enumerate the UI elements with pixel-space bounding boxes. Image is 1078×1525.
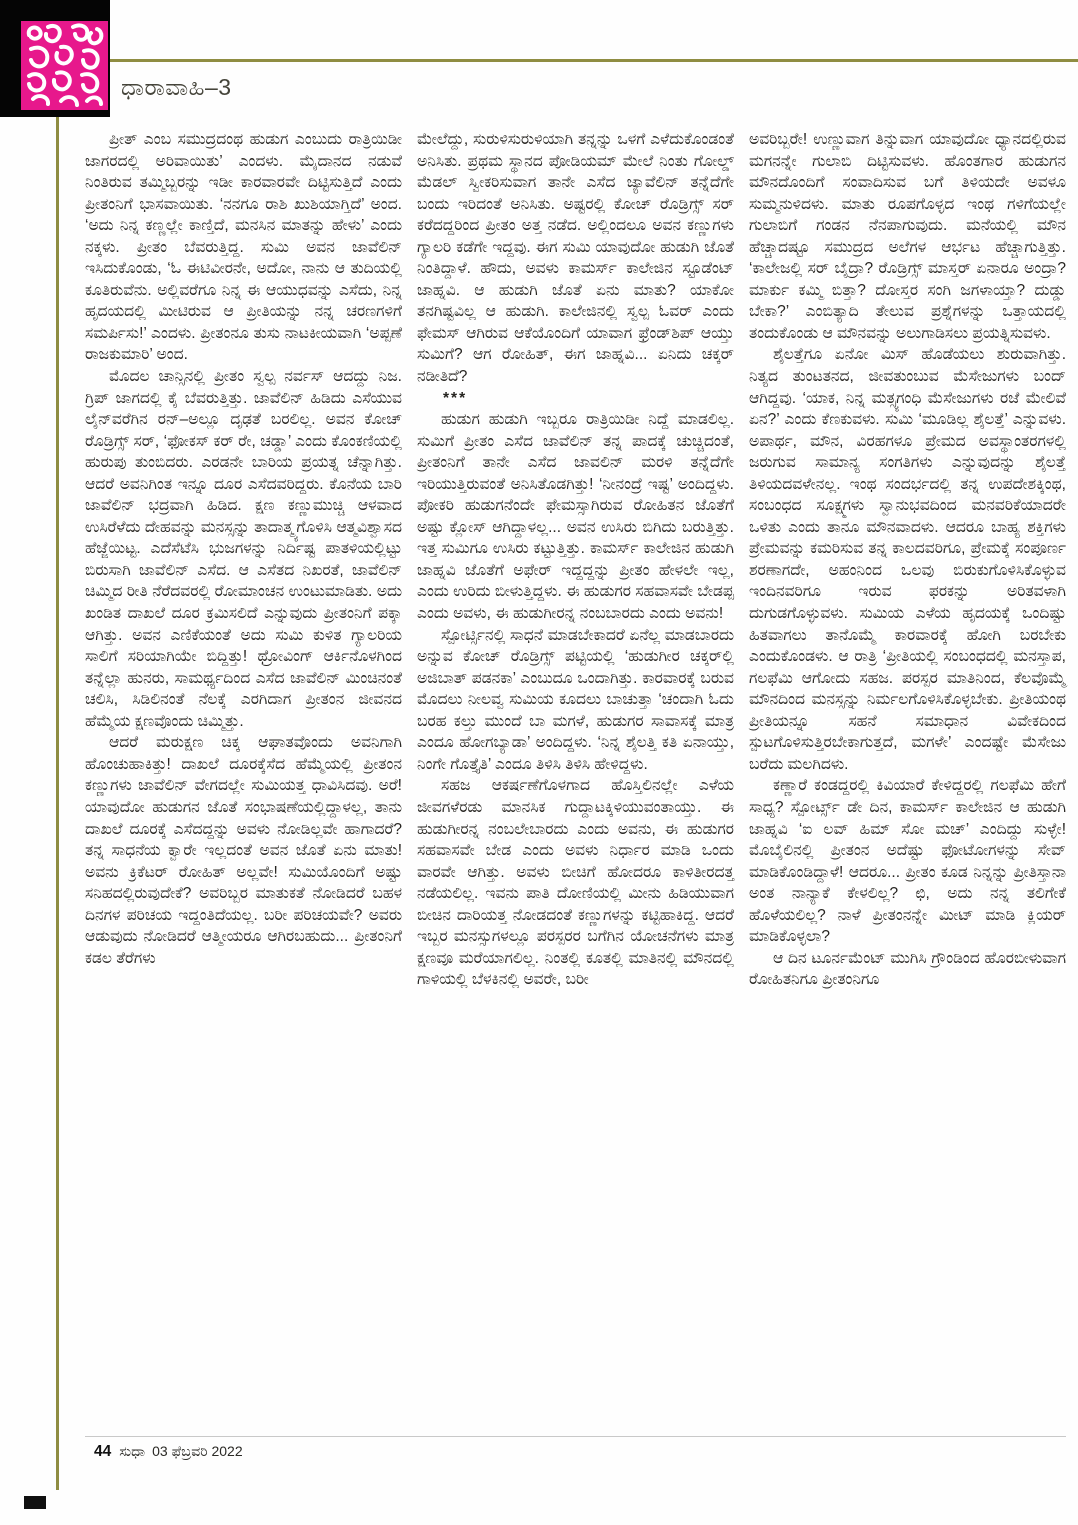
paragraph: ಕಣ್ಣಾರೆ ಕಂಡದ್ದರಲ್ಲಿ ಕಿವಿಯಾರೆ ಕೇಳಿದ್ದರಲ್ಲಿ ಗಲಫೆಮಿ ಹೇಗೆ ಸಾಧ್ಯ? ಸ್ಪೋರ್ಟ್ಸ್ ಡೇ ದಿನ, ಕಾಮರ್ಸ್ ಕಾಲೇಜಿನ ಆ ಹುಡುಗಿ ಜಾಹ್ನವಿ ‘ಐ ಲವ್ ಹಿಮ್ ಸೋ ಮಚ್’ ಎಂದಿದ್ದು ಸುಳ್ಳೇ! ಮೊಬೈಲಿನಲ್ಲಿ ಪ್ರೀತಂನ ಅದೆಷ್ಟು ಫೋಟೋಗಳನ್ನು ಸೇವ್ ಮಾಡಿಕೊಂಡಿದ್ದಾಳೆ! ಆದರೂ... ಪ್ರೀತಂ ಕೂಡ ನಿನ್ನನ್ನು ಪ್ರೀತಿಸ್ತಾನಾ ಅಂತ ನಾನ್ಯಾಕೆ ಕೇಳಲಿಲ್ಲ? ಛಿ, ಅದು ನನ್ನ ತಲಿಗೇಕೆ ಹೊಳೆಯಲಿಲ್ಲ? ನಾಳೆ ಪ್ರೀತಂನನ್ನೇ ಮೀಟ್ ಮಾಡಿ ಕ್ಲಿಯರ್ ಮಾಡಿಕೊಳ್ಳಲಾ?	[749, 777, 1066, 946]
footer	[94, 1443, 243, 1461]
footer-rule	[85, 1436, 1066, 1437]
article-column-2	[417, 129, 734, 991]
article-body	[85, 129, 1066, 991]
section-separator: ***	[443, 389, 468, 407]
article-column-1	[85, 129, 402, 991]
page-number: 44	[94, 1443, 112, 1460]
magazine-logo	[21, 21, 108, 110]
paragraph: ಪ್ರೀತ್ ಎಂಬ ಸಮುದ್ರದಂಥ ಹುಡುಗ ಎಂಬುದು ರಾತ್ರಿಯಿಡೀ ಜಾಗರದಲ್ಲಿ ಅರಿವಾಯಿತು’ ಎಂದಳು. ಮೈದಾನದ ನಡುವೆ ನಿಂತಿರುವ ತಮ್ಮಿಬ್ಬರನ್ನು ಇಡೀ ಕಾರವಾರವೇ ದಿಟ್ಟಿಸುತ್ತಿದೆ ಎಂದು ಪ್ರೀತಂನಿಗೆ ಭಾಸವಾಯಿತು. ‘ನನಗೂ ರಾಶಿ ಖುಶಿಯಾಗ್ತಿದೆ’ ಅಂದ. ‘ಅದು ನಿನ್ನ ಕಣ್ಣಲ್ಲೇ ಕಾಣ್ತಿದೆ, ಮನಸಿನ ಮಾತನ್ನು ಹೇಳು’ ಎಂದು ನಕ್ಕಳು. ಪ್ರೀತಂ ಬೆವರುತ್ತಿದ್ದ. ಸುಮಿ ಅವನ ಜಾವೆಲಿನ್ ಇಸಿದುಕೊಂಡು, ‘ಓ ಈಟಿವೀರನೇ, ಅದೋ, ನಾನು ಆ ತುದಿಯಲ್ಲಿ ಕೂತಿರುವೆನು. ಅಲ್ಲಿವರೆಗೂ ನಿನ್ನ ಈ ಆಯುಧವನ್ನು ಎಸೆದು, ನಿನ್ನ ಹೃದಯದಲ್ಲಿ ಮೀಟಿರುವ ಆ ಪ್ರೀತಿಯನ್ನು ನನ್ನ ಚರಣಗಳಿಗೆ ಸಮರ್ಪಿಸು!’ ಎಂದಳು. ಪ್ರೀತಂನೂ ತುಸು ನಾಟಕೀಯವಾಗಿ ‘ಅಪ್ಪಣೆ ರಾಜಕುಮಾರಿ’ ಅಂದ.	[85, 131, 402, 364]
paragraph: ಆದರೆ ಮರುಕ್ಷಣ ಚಿಕ್ಕ ಆಘಾತವೊಂದು ಅವನಿಗಾಗಿ ಹೊಂಚುಹಾಕಿತ್ತು! ದಾಖಲೆ ದೂರಕ್ಕೆಸೆದ ಹೆಮ್ಮೆಯಲ್ಲಿ ಪ್ರೀತಂನ ಕಣ್ಣುಗಳು ಜಾವೆಲಿನ್ ವೇಗದಲ್ಲೇ ಸುಮಿಯತ್ತ ಧಾವಿಸಿದವು. ಅರೆ! ಯಾವುದೋ ಹುಡುಗನ ಜೊತೆ ಸಂಭಾಷಣೆಯಲ್ಲಿದ್ದಾಳಲ್ಲ, ತಾನು ದಾಖಲೆ ದೂರಕ್ಕೆ ಎಸೆದದ್ದನ್ನು ಅವಳು ನೋಡಿಲ್ಲವೇ ಹಾಗಾದರೆ? ತನ್ನ ಸಾಧನೆಯ ಕ್ವಾರೇ ಇಲ್ಲದಂತೆ ಅವನ ಜೊತೆ ಏನು ಮಾತು! ಅವನು ಕ್ರಿಕೆಟರ್ ರೋಹಿತ್ ಅಲ್ಲವೇ! ಸುಮಿಯೊಂದಿಗೆ ಅಷ್ಟು ಸನಿಹದಲ್ಲಿರುವುದೇಕೆ? ಅವರಿಬ್ಬರ ಮಾತುಕತೆ ನೋಡಿದರೆ ಬಹಳ ದಿನಗಳ ಪರಿಚಯ ಇದ್ದಂತಿದೆಯಲ್ಲ. ಬರೀ ಪರಿಚಯವೇ? ಅವರು ಆಡುವುದು ನೋಡಿದರೆ ಆತ್ಮೀಯರೂ ಆಗಿರಬಹುದು... ಪ್ರೀತಂನಿಗೆ ಕಡಲ ತೆರೆಗಳು	[85, 734, 402, 967]
magazine-name: ಸುಧಾ	[119, 1443, 146, 1459]
article-column-3	[749, 129, 1066, 991]
paragraph: ಮೊದಲ ಚಾನ್ಸಿನಲ್ಲಿ ಪ್ರೀತಂ ಸ್ವಲ್ಪ ನರ್ವಸ್ ಆದದ್ದು ನಿಜ. ಗ್ರಿಪ್ ಜಾಗದಲ್ಲಿ ಕೈ ಬೆವರುತ್ತಿತ್ತು. ಜಾವೆಲಿನ್ ಹಿಡಿದು ಎಸೆಯುವ ಲೈನ್‌ವರೆಗಿನ ರನ್–ಅಲ್ಲೂ ದೃಢತೆ ಬರಲಿಲ್ಲ. ಅವನ ಕೋಚ್ ರೊಡ್ರಿಗ್ಸ್ ಸರ್, ‘ಫೋಕಸ್ ಕರ್ ರೇ, ಚಡ್ಡಾ’ ಎಂದು ಕೊಂಕಣಿಯಲ್ಲಿ ಹುರುಪು ತುಂಬಿದರು. ಎರಡನೇ ಬಾರಿಯ ಪ್ರಯತ್ನ ಚೆನ್ನಾಗಿತ್ತು. ಆದರೆ ಅವನಿಗಿಂತ ಇನ್ನೂ ದೂರ ಎಸೆದವರಿದ್ದರು. ಕೊನೆಯ ಬಾರಿ ಜಾವೆಲಿನ್ ಭದ್ರವಾಗಿ ಹಿಡಿದ. ಕ್ಷಣ ಕಣ್ಣುಮುಚ್ಚಿ ಆಳವಾದ ಉಸಿರೆಳೆದು ದೇಹವನ್ನು ಮನಸ್ಸನ್ನು ತಾದಾತ್ಮ್ಯಗೊಳಿಸಿ ಆತ್ಮವಿಶ್ವಾಸದ ಹೆಜ್ಜೆಯಿಟ್ಟ. ಎದೆಸೆಟೆಸಿ ಭುಜಗಳನ್ನು ನಿರ್ದಿಷ್ಟ ಪಾತಳಿಯಲ್ಲಿಟ್ಟು ಬಿರುಸಾಗಿ ಜಾವೆಲಿನ್ ಎಸೆದ. ಆ ಎಸೆತದ ನಿಖರತೆ, ಜಾವೆಲಿನ್ ಚಿಮ್ಮಿದ ರೀತಿ ನೆರೆದವರಲ್ಲಿ ರೋಮಾಂಚನ ಉಂಟುಮಾಡಿತು. ಅದು ಖಂಡಿತ ದಾಖಲೆ ದೂರ ಕ್ರಮಿಸಲಿದೆ ಎನ್ನುವುದು ಪ್ರೀತಂನಿಗೆ ಪಕ್ಕಾ ಆಗಿತ್ತು. ಅವನ ಎಣಿಕೆಯಂತೆ ಅದು ಸುಮಿ ಕುಳಿತ ಗ್ಯಾಲರಿಯ ಸಾಲಿಗೆ ಸರಿಯಾಗಿಯೇ ಬಿದ್ದಿತ್ತು! ಥ್ರೋವಿಂಗ್ ಆರ್ಕಿನೊಳಗಿಂದ ತನ್ನೆಲ್ಲಾ ಹುನರು, ಸಾಮರ್ಥ್ಯದಿಂದ ಎಸೆದ ಜಾವೆಲಿನ್ ಮಿಂಚಿನಂತೆ ಚಲಿಸಿ, ಸಿಡಿಲಿನಂತೆ ನೆಲಕ್ಕೆ ಎರಗಿದಾಗ ಪ್ರೀತಂನ ಜೀವನದ ಹೆಮ್ಮೆಯ ಕ್ಷಣವೊಂದು ಚಿಮ್ಮಿತ್ತು.	[85, 368, 402, 730]
section-title: ಧಾರಾವಾಹಿ–3	[121, 74, 232, 100]
paragraph: ಶೈಲತ್ತೆಗೂ ಏನೋ ಮಿಸ್ ಹೊಡೆಯಲು ಶುರುವಾಗಿತ್ತು. ನಿತ್ಯದ ತುಂಟತನದ, ಜೀವತುಂಬುವ ಮೆಸೇಜುಗಳು ಬಂದ್ ಆಗಿದ್ದವು. ‘ಯಾಕ, ನಿನ್ನ ಮತ್ಸ್ಯಗಂಧಿ ಮೆಸೇಜುಗಳು ರಜೆ ಮೇಲಿವೆ ಏನ?’ ಎಂದು ಕೆಣಕುವಳು. ಸುಮಿ ‘ಮೂಡಿಲ್ಲ ಶೈಲತ್ತೆ’ ಎನ್ನುವಳು. ಅಪಾರ್ಥ, ಮೌನ, ವಿರಹಗಳೂ ಪ್ರೇಮದ ಅವಸ್ಥಾಂತರಗಳಲ್ಲಿ ಜರುಗುವ ಸಾಮಾನ್ಯ ಸಂಗತಿಗಳು ಎನ್ನುವುದನ್ನು ಶೈಲತ್ತೆ ತಿಳಿಯದವಳೇನಲ್ಲ. ಇಂಥ ಸಂದರ್ಭದಲ್ಲಿ ತನ್ನ ಉಪದೇಶಕ್ಕಿಂಥ, ಸಂಬಂಧದ ಸೂಕ್ಷ್ಮಗಳು ಸ್ವಾನುಭವದಿಂದ ಮನವರಿಕೆಯಾದರೇ ಒಳಿತು ಎಂದು ತಾನೂ ಮೌನವಾದಳು. ಆದರೂ ಬಾಹ್ಯ ಶಕ್ತಿಗಳು ಪ್ರೇಮವನ್ನು ಕಮರಿಸುವ ತನ್ನ ಕಾಲದವರಿಗೂ, ಪ್ರೇಮಕ್ಕೆ ಸಂಪೂರ್ಣ ಶರಣಾಗದೇ, ಅಹಂನಿಂದ ಒಲವು ಬಿರುಕುಗೊಳಿಸಿಕೊಳ್ಳುವ ಇಂದಿನವರಿಗೂ ಇರುವ ಫರಕನ್ನು ಅರಿತವಳಾಗಿ ದುಗುಡಗೊಳ್ಳುವಳು. ಸುಮಿಯ ಎಳೆಯ ಹೃದಯಕ್ಕೆ ಒಂದಿಷ್ಟು ಹಿತವಾಗಲು ತಾನೊಮ್ಮೆ ಕಾರವಾರಕ್ಕೆ ಹೋಗಿ ಬರಬೇಕು ಎಂದುಕೊಂಡಳು. ಆ ರಾತ್ರಿ ‘ಪ್ರೀತಿಯಲ್ಲಿ ಸಂಬಂಧದಲ್ಲಿ ಮನಸ್ತಾಪ, ಗಲಫೆಮಿ ಆಗೋದು ಸಹಜ. ಪರಸ್ಪರ ಮಾತಿನಿಂದ, ಕೆಲವೊಮ್ಮೆ ಮೌನದಿಂದ ಮನಸ್ಸನ್ನು ನಿರ್ಮಲಗೊಳಿಸಿಕೊಳ್ಳಬೇಕು. ಪ್ರೀತಿಯಂಥ ಪ್ರೀತಿಯನ್ನೂ ಸಹನೆ ಸಮಾಧಾನ ವಿವೇಕದಿಂದ ಸ್ಪುಟಗೊಳಿಸುತ್ತಿರಬೇಕಾಗುತ್ತದೆ, ಮಗಳೇ’ ಎಂದಷ್ಟೇ ಮೆಸೇಜು ಬರೆದು ಮಲಗಿದಳು.	[749, 346, 1066, 773]
paragraph: ಹುಡುಗ ಹುಡುಗಿ ಇಬ್ಬರೂ ರಾತ್ರಿಯಿಡೀ ನಿದ್ದೆ ಮಾಡಲಿಲ್ಲ. ಸುಮಿಗೆ ಪ್ರೀತಂ ಎಸೆದ ಜಾವೆಲಿನ್ ತನ್ನ ಪಾದಕ್ಕೆ ಚುಚ್ಚಿದಂತೆ, ಪ್ರೀತಂನಿಗೆ ತಾನೇ ಎಸೆದ ಜಾವಲಿನ್ ಮರಳಿ ತನ್ನೆದೆಗೇ ಇರಿಯುತ್ತಿರುವಂತೆ ಅನಿಸಿತೊಡಗಿತ್ತು! ‘ನೀನಂದ್ರೆ ಇಷ್ಟ’ ಅಂದಿದ್ದಳು. ಪೋಕರಿ ಹುಡುಗನೆಂದೇ ಫೇಮಸ್ಸಾಗಿರುವ ರೋಹಿತನ ಜೊತೆಗೆ ಅಷ್ಟು ಕ್ಲೋಸ್ ಆಗಿದ್ದಾಳಲ್ಲ... ಅವನ ಉಸಿರು ಬಿಗಿದು ಬರುತ್ತಿತ್ತು. ಇತ್ತ ಸುಮಿಗೂ ಉಸಿರು ಕಟ್ಟುತ್ತಿತ್ತು. ಕಾಮರ್ಸ್ ಕಾಲೇಜಿನ ಹುಡುಗಿ ಜಾಹ್ನವಿ ಜೊತೆಗೆ ಅಫೇರ್ ಇದ್ದದ್ದನ್ನು ಪ್ರೀತಂ ಹೇಳಲೇ ಇಲ್ಲ, ಎಂದು ಉರಿದು ಬೀಳುತ್ತಿದ್ದಳು. ಈ ಹುಡುಗರ ಸಹವಾಸವೇ ಬೇಡಪ್ಪ ಎಂದು ಅವಳು, ಈ ಹುಡುಗೀರನ್ನ ನಂಬಬಾರದು ಎಂದು ಅವನು!	[417, 411, 734, 623]
maze-pattern-icon	[21, 21, 108, 110]
paragraph: ಸ್ಪೋರ್ಟ್ಸಿನಲ್ಲಿ ಸಾಧನೆ ಮಾಡಬೇಕಾದರೆ ಏನೆಲ್ಲ ಮಾಡಬಾರದು ಅನ್ನುವ ಕೋಚ್ ರೊಡ್ರಿಗ್ಸ್ ಪಟ್ಟಿಯಲ್ಲಿ ‘ಹುಡುಗೀರ ಚಕ್ಕರ್‌ಲ್ಲಿ ಅಜಿಬಾತ್ ಪಡನಕಾ’ ಎಂಬುದೂ ಒಂದಾಗಿತ್ತು. ಕಾರವಾರಕ್ಕೆ ಬರುವ ಮೊದಲು ನೀಲವ್ವ ಸುಮಿಯ ಕೂದಲು ಬಾಚುತ್ತಾ ‘ಚಂದಾಗಿ ಓದು ಬರಹ ಕಲ್ತು ಮುಂದೆ ಬಾ ಮಗಳೆ, ಹುಡುಗರ ಸಾವಾಸಕ್ಕೆ ಮಾತ್ರ ಎಂದೂ ಹೋಗಬ್ಯಾಡಾ’ ಅಂದಿದ್ದಳು. ‘ನಿನ್ನ ಶೈಲತ್ತಿ ಕತಿ ಏನಾಯ್ತು, ನಿಂಗೇ ಗೊತ್ತೈತಿ’ ಎಂದೂ ತಿಳಿಸಿ ತಿಳಿಸಿ ಹೇಳಿದ್ದಳು.	[417, 626, 734, 773]
paragraph: ಅವರಿಬ್ಬರೇ! ಉಣ್ಣುವಾಗ ತಿನ್ನುವಾಗ ಯಾವುದೋ ಧ್ಯಾನದಲ್ಲಿರುವ ಮಗನನ್ನೇ ಗುಲಾಬಿ ದಿಟ್ಟಿಸುವಳು. ಹೊಂತಗಾರ ಹುಡುಗನ ಮೌನದೊಂದಿಗೆ ಸಂವಾದಿಸುವ ಬಗೆ ತಿಳಿಯದೇ ಅವಳೂ ಸುಮ್ಮನುಳಿದಳು. ಮಾತು ರೂಪಗೊಳ್ಳದ ಇಂಥ ಗಳಿಗೆಯಲ್ಲೇ ಗುಲಾಬಿಗೆ ಗಂಡನ ನೆನಪಾಗುವುದು. ಮನೆಯಲ್ಲಿ ಮೌನ ಹೆಚ್ಚಾದಷ್ಟೂ ಸಮುದ್ರದ ಅಲೆಗಳ ಆರ್ಭಟ ಹೆಚ್ಚಾಗುತ್ತಿತ್ತು. ‘ಕಾಲೇಜಲ್ಲಿ ಸರ್ ಬೈದ್ರಾ? ರೊಡ್ರಿಗ್ಸ್ ಮಾಸ್ತರ್ ಏನಾರೂ ಅಂದ್ರಾ? ಮಾರ್ಕು ಕಮ್ಮಿ ಬಿತ್ತಾ? ದೋಸ್ತರ ಸಂಗಿ ಜಗಳಾಯ್ತಾ? ದುಡ್ಡು ಬೇಕಾ?’ ಎಂಬಿತ್ಯಾದಿ ತೇಲುವ ಪ್ರಶ್ನೆಗಳನ್ನು ಒತ್ತಾಯದಲ್ಲಿ ತಂದುಕೊಂಡು ಆ ಮೌನವನ್ನು ಅಲುಗಾಡಿಸಲು ಪ್ರಯತ್ನಿಸುವಳು.	[749, 131, 1066, 342]
paragraph: ಆ ದಿನ ಟೂರ್ನಮೆಂಟ್ ಮುಗಿಸಿ ಗ್ರೌಂಡಿಂದ ಹೊರಬೀಳುವಾಗ ರೋಹಿತನಿಗೂ ಪ್ರೀತಂನಿಗೂ	[749, 949, 1066, 989]
left-rule	[56, 117, 59, 1490]
issue-date: 03 ಫೆಬ್ರವರಿ 2022	[152, 1443, 243, 1459]
magazine-logo-block	[0, 0, 110, 117]
paragraph: ಸಹಜ ಆಕರ್ಷಣೆಗೊಳಗಾದ ಹೊಸ್ತಿಲಿನಲ್ಲೇ ಎಳೆಯ ಜೀವಗಳೆರಡು ಮಾನಸಿಕ ಗುದ್ದಾಟಕ್ಕಿಳಿಯುವಂತಾಯ್ತು. ಈ ಹುಡುಗೀರನ್ನ ನಂಬಲೇಬಾರದು ಎಂದು ಅವನು, ಈ ಹುಡುಗರ ಸಹವಾಸವೇ ಬೇಡ ಎಂದು ಅವಳು ನಿರ್ಧಾರ ಮಾಡಿ ಒಂದು ವಾರವೇ ಆಗಿತ್ತು. ಅವಳು ಬೀಚಿಗೆ ಹೋದರೂ ಕಾಳಿತೀರದತ್ತ ನಡೆಯಲಿಲ್ಲ. ಇವನು ಪಾತಿ ದೋಣಿಯಲ್ಲಿ ಮೀನು ಹಿಡಿಯುವಾಗ ಬೀಚಿನ ದಾರಿಯತ್ತ ನೋಡದಂತೆ ಕಣ್ಣುಗಳನ್ನು ಕಟ್ಟಿಹಾಕಿದ್ದ. ಆದರೆ ಇಬ್ಬರ ಮನಸ್ಸುಗಳಲ್ಲೂ ಪರಸ್ಪರರ ಬಗೆಗಿನ ಯೋಚನೆಗಳು ಮಾತ್ರ ಕ್ಷಣವೂ ಮರೆಯಾಗಲಿಲ್ಲ. ನಿಂತಲ್ಲಿ ಕೂತಲ್ಲಿ ಮಾತಿನಲ್ಲಿ ಮೌನದಲ್ಲಿ ಗಾಳಿಯಲ್ಲಿ ಬೆಳಕಿನಲ್ಲಿ ಅವರೇ, ಬರೀ	[417, 777, 734, 989]
paragraph: ಮೇಲೆದ್ದು, ಸುರುಳಿಸುರುಳಿಯಾಗಿ ತನ್ನನ್ನು ಒಳಗೆ ಎಳೆದುಕೊಂಡಂತೆ ಅನಿಸಿತು. ಪ್ರಥಮ ಸ್ಥಾನದ ಪೋಡಿಯಮ್ ಮೇಲೆ ನಿಂತು ಗೋಲ್ಡ್ ಮೆಡಲ್ ಸ್ವೀಕರಿಸುವಾಗ ತಾನೇ ಎಸೆದ ಜ್ಯಾವೆಲಿನ್ ತನ್ನೆದೆಗೇ ಬಂದು ಇರಿದಂತೆ ಅನಿಸಿತು. ಅಷ್ಟರಲ್ಲಿ ಕೋಚ್ ರೊಡ್ರಿಗ್ಸ್ ಸರ್ ಕರೆದದ್ದರಿಂದ ಪ್ರೀತಂ ಅತ್ತ ನಡೆದ. ಅಲ್ಲಿಂದಲೂ ಅವನ ಕಣ್ಣುಗಳು ಗ್ಯಾಲರಿ ಕಡೆಗೇ ಇದ್ದವು. ಈಗ ಸುಮಿ ಯಾವುದೋ ಹುಡುಗಿ ಜೊತೆ ನಿಂತಿದ್ದಾಳೆ. ಹೌದು, ಅವಳು ಕಾಮರ್ಸ್ ಕಾಲೇಜಿನ ಸ್ಟೂಡೆಂಟ್ ಜಾಹ್ನವಿ. ಆ ಹುಡುಗಿ ಜೊತೆ ಏನು ಮಾತು? ಯಾಕೋ ತನಗಿಷ್ಟವಿಲ್ಲ ಆ ಹುಡುಗಿ. ಕಾಲೇಜಿನಲ್ಲಿ ಸ್ವಲ್ಪ ಓವರ್ ಎಂದು ಫೇಮಸ್ ಆಗಿರುವ ಆಕೆಯೊಂದಿಗೆ ಯಾವಾಗ ಫ್ರೆಂಡ್‌ಶಿಪ್ ಆಯ್ತು ಸುಮಿಗೆ? ಆಗ ರೋಹಿತ್, ಈಗ ಜಾಹ್ನವಿ... ಏನಿದು ಚಕ್ಕರ್ ನಡೀತಿದೆ?	[417, 131, 734, 386]
top-rule	[110, 59, 1078, 62]
print-crop-mark	[24, 1496, 46, 1509]
